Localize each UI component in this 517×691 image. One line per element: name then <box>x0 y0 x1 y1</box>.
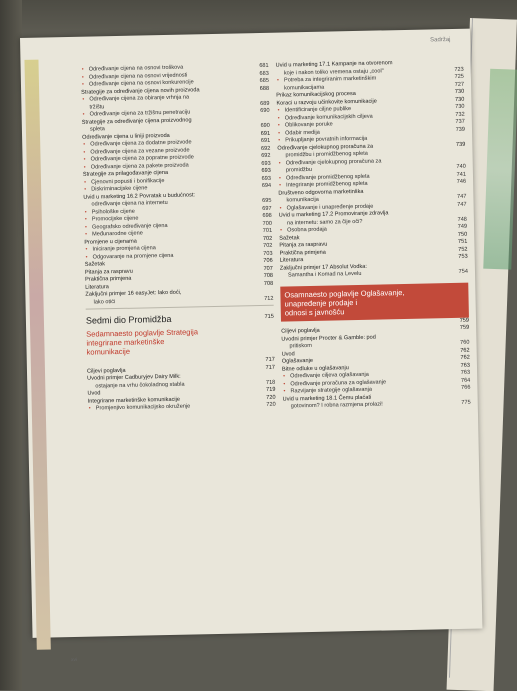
part-page: 715 <box>264 314 273 320</box>
toc-entry-page: 690 <box>260 108 269 116</box>
toc-entry-page: 750 <box>458 231 467 239</box>
toc-entry-title: promidžbu i promidžbenog spleta <box>285 151 368 159</box>
toc-entry-page: 694 <box>262 183 271 191</box>
toc-entry-title: Međunarodne cijene <box>92 230 143 237</box>
toc-entry-page: 702 <box>263 235 272 243</box>
toc-entry-page: 749 <box>458 224 467 232</box>
toc-entry-title: na internetu: samo za čije oči? <box>287 218 363 226</box>
page-header: Sadržaj <box>430 37 450 43</box>
toc-entry-title: Uvod <box>282 351 295 357</box>
toc-entry-title: Prikaz komunikacijskog procesa <box>276 91 356 99</box>
toc-entry-page: 718 <box>266 379 275 387</box>
toc-entry-page: 732 <box>455 111 464 119</box>
part-title: Sedmi dio Promidžba <box>86 314 172 326</box>
toc-entry-page: 681 <box>259 63 268 71</box>
toc-entry-title: Integriranje promidžbenog spleta <box>286 181 368 189</box>
toc-entry-title: Diskriminacijske cijene <box>91 185 147 192</box>
decorative-strip <box>24 60 50 650</box>
toc-entry-title: Zaključni primjer 16 easyJet: lako doći, <box>85 290 181 298</box>
toc-entry-page: 706 <box>263 258 272 266</box>
toc-entry-title: Integrirane marketinške komunikacije <box>88 396 180 404</box>
toc-entry-title: Određivanje ciljeva oglašavanja <box>290 372 369 380</box>
toc-entry-page: 700 <box>263 220 272 228</box>
toc-entry-title: Određivanje cijena na osnovi konkurencije <box>89 79 194 87</box>
toc-entry-title: Promjenjivo komunikacijsko okruženje <box>96 404 191 412</box>
toc-entry-title: Koraci u razvoju učinkovite komunikacije <box>276 98 377 106</box>
toc-entry-page: 760 <box>460 340 469 348</box>
toc-entry-page: 723 <box>454 66 463 74</box>
toc-entry-title: Određivanje promidžbenog spleta <box>286 173 370 181</box>
toc-entry-page: 688 <box>260 85 269 93</box>
toc-entry-page: 739 <box>456 126 465 134</box>
background-left <box>0 0 22 690</box>
toc-entry-title: Bitne odluke u oglašavanju <box>282 365 349 372</box>
toc-entry-page: 703 <box>263 250 272 258</box>
toc-entry-page: 717 <box>265 357 274 365</box>
toc-entry-page: 747 <box>457 194 466 202</box>
toc-entry-page: 683 <box>259 70 268 78</box>
toc-entry-title: Određivanje cijena na osnovi vrijednosti <box>89 72 188 80</box>
toc-entry-page: 691 <box>261 130 270 138</box>
toc-entry-page: 691 <box>261 138 270 146</box>
toc-entry-title: Uvod <box>87 390 100 396</box>
toc-entry-title: određivanje cijena na internetu <box>91 200 167 208</box>
toc-entry-title: Cjenovni popusti i bonifikacije <box>91 178 165 186</box>
toc-entry-title: Samantha i Komad na Levelu <box>288 271 362 279</box>
toc-entry-page: 693 <box>262 175 271 183</box>
toc-entry-title: koje i nakon toliko vremena ostaju „cool" <box>284 68 384 76</box>
toc-entry-page: 697 <box>262 205 271 213</box>
toc-entry-page: 701 <box>263 228 272 236</box>
toc-entry-page: 720 <box>266 394 275 402</box>
toc-entry-page: 762 <box>460 347 469 355</box>
toc-entry-page: 747 <box>457 201 466 209</box>
toc-entry-title: promidžbu <box>286 167 312 174</box>
toc-entry-page: 702 <box>263 243 272 251</box>
toc-entry-title: Uvid u marketing 16.2 Povratak u budućnost: <box>83 192 195 200</box>
toc-entry-page: 762 <box>460 355 469 363</box>
toc-entry-page: 698 <box>262 213 271 221</box>
toc-entry-page: 759 <box>460 325 469 333</box>
toc-entry-page: 746 <box>457 179 466 187</box>
toc-entry-title: Strategije za određivanje cijena proizvodnog <box>82 117 192 125</box>
toc-entry-title: lako otići <box>93 299 115 305</box>
toc-entry-title: Geografsko određivanje cijena <box>92 222 168 230</box>
toc-entry-title: komunikacija <box>286 197 318 204</box>
toc-entry-title: Uvid u marketing 18.1 Čemu plaćati <box>283 394 372 402</box>
page-number: xvi <box>71 657 77 663</box>
facing-page-image <box>483 69 517 270</box>
toc-entry-page: 751 <box>458 239 467 247</box>
toc-entry-page: 766 <box>461 385 470 393</box>
toc-entry-page: 740 <box>456 164 465 172</box>
toc-entry-title: Osobna prodaja <box>287 227 327 234</box>
toc-entry-page: 730 <box>455 89 464 97</box>
toc-entry-page: 719 <box>266 387 275 395</box>
toc-entry-title: Određivanje komunikacijskih ciljeva <box>285 113 373 121</box>
toc-entry-title: Ciljevi poglavlja <box>87 367 126 374</box>
book-page <box>20 29 482 638</box>
toc-entry-title: gotovinom? I robna razmjena prolazi! <box>291 401 383 409</box>
toc-list-left <box>81 63 274 307</box>
toc-entry-title: Strategije za određivanje cijena novih proizvoda <box>81 87 200 95</box>
toc-entry-page: 708 <box>264 273 273 281</box>
toc-entry-page: 775 <box>461 400 470 408</box>
toc-entry-page: 764 <box>461 377 470 385</box>
toc-entry-title: Strategije za prilagođavanje cijena <box>83 170 168 178</box>
toc-entry-title: Identificiranje ciljne publike <box>285 106 352 113</box>
toc-entry-title: Određivanje cijena za vezane proizvode <box>90 147 189 155</box>
toc-entry-page: 708 <box>264 280 273 288</box>
toc-entry-title: Društveno odgovorna marketinška <box>278 188 363 196</box>
toc-entry-title: Razvijanje strategije oglašavanja <box>290 387 372 395</box>
toc-entry-page: 730 <box>455 96 464 104</box>
toc-entry-title: Potreba za integriranim marketinškim <box>284 76 376 84</box>
toc-list-right <box>276 59 469 280</box>
chapter-17-title: Sedamnaesto poglavlje Strategija integrirane marketinške komunikacije <box>86 322 275 361</box>
toc-entry-title: Pitanja za raspravu <box>85 268 133 275</box>
toc-entry-title: Određivanje cijena za tržišnu penetraciju <box>90 109 191 117</box>
toc-entry-page: 748 <box>457 216 466 224</box>
toc-entry-title: komunikacijama <box>284 84 324 91</box>
toc-entry-page: 712 <box>264 295 273 303</box>
toc-entry-title: tržištu <box>89 104 104 110</box>
toc-entry-page: 692 <box>261 145 270 153</box>
toc-entry-page: 690 <box>260 123 269 131</box>
toc-entry-title: Promjene u cijenama <box>84 238 137 245</box>
toc-entry-title: Uvodni primjer Procter & Gamble: pod <box>281 334 376 342</box>
toc-entry-title: Literatura <box>85 284 109 290</box>
toc-entry-title: Određivanje cjelokupnog proračuna za <box>277 143 373 151</box>
toc-entry-page: 763 <box>461 362 470 370</box>
toc-entry-title: Određivanje cijena u liniji proizvoda <box>82 132 170 140</box>
toc-entry-page: 707 <box>263 265 272 273</box>
toc-entry-title: Odgovaranje na promjene cijena <box>93 252 174 260</box>
toc-entry-title: Oglašavanje <box>282 358 313 365</box>
toc-entry-page: 730 <box>455 104 464 112</box>
chapter-18-page: 759 <box>460 317 469 325</box>
toc-list-right-2 <box>281 325 471 411</box>
toc-entry-title: Sažetak <box>85 261 105 267</box>
toc-entry-page: 741 <box>457 171 466 179</box>
toc-entry-title: Ciljevi poglavlja <box>281 328 320 335</box>
toc-entry-title: Promocijske cijene <box>92 216 139 223</box>
toc-entry-title: Psihološke cijene <box>92 208 135 215</box>
toc-entry-title: Određivanje proračuna za oglašavanje <box>290 379 386 387</box>
toc-entry-page: 754 <box>459 269 468 277</box>
toc-list-left-2 <box>87 357 276 413</box>
toc-entry-title: Određivanje cijena za pakete proizvoda <box>91 162 189 170</box>
toc-entry-page: 763 <box>461 370 470 378</box>
toc-entry-title: Iniciranje promjena cijena <box>92 245 156 252</box>
toc-entry-page: 737 <box>455 119 464 127</box>
toc-entry-page: 753 <box>458 254 467 262</box>
toc-entry-title: Određivanje cijena za obiranje vrhnja na <box>89 94 189 102</box>
toc-entry-page: 689 <box>260 100 269 108</box>
toc-column-right <box>276 59 471 411</box>
chapter-18-title: Osamnaesto poglavlje Oglašavanje, unapređenje prodaje i odnosi s javnošću <box>280 282 469 321</box>
toc-entry-page: 752 <box>458 246 467 254</box>
toc-entry-title: Prikupljanje povratnih informacija <box>285 136 367 144</box>
toc-column-left <box>81 63 276 413</box>
toc-entry-page: 725 <box>455 74 464 82</box>
toc-entry-title: Literatura <box>280 257 304 263</box>
toc-entry-title: ostajanje na vrhu čokoladnog stabla <box>95 381 184 389</box>
toc-entry-title: Određivanje cijena za popratne proizvode <box>90 154 193 162</box>
toc-entry-title: Odabir medija <box>285 129 320 136</box>
toc-entry-page: 692 <box>261 153 270 161</box>
toc-entry-title: Određivanje cijena za dodatne proizvode <box>90 139 191 147</box>
toc-entry-title: Određivanje cjelokupnog proračuna za <box>286 158 382 166</box>
toc-entry-title: Uvodni primjer Cadburyjev Dairy Milk: <box>87 374 181 382</box>
toc-entry-page: 693 <box>261 168 270 176</box>
toc-entry-page: 695 <box>262 198 271 206</box>
toc-entry-page: 727 <box>455 81 464 89</box>
toc-entry-title: Praktična primjena <box>279 249 325 256</box>
toc-entry-page: 685 <box>260 78 269 86</box>
toc-entry-title: Pitanja za raspravu <box>279 242 327 249</box>
toc-entry-title: Uvid u marketing 17.2 Promoviranje zdravlja <box>279 210 389 218</box>
toc-entry-title: Određivanje cijena na osnovi troškova <box>89 65 184 73</box>
toc-entry-page: 739 <box>456 141 465 149</box>
toc-entry-title: Oblikovanje poruke <box>285 121 333 128</box>
toc-entry-title: Oglašavanje i unapređenje prodaje <box>287 203 374 211</box>
toc-entry-page: 693 <box>261 160 270 168</box>
toc-entry-title: spleta <box>90 126 105 132</box>
toc-entry-title: Praktična primjena <box>85 276 131 283</box>
toc-entry-title: Uvid u marketing 17.1 Kampanje na otvorenom <box>276 60 393 68</box>
toc-entry-title: Sažetak <box>279 235 299 241</box>
toc-entry-page: 717 <box>266 364 275 372</box>
toc-entry-title: Zaključni primjer 17 Absolut Vodka: <box>280 263 367 271</box>
toc-entry-page: 720 <box>266 402 275 410</box>
toc-entry-title: pritiskom <box>289 343 312 349</box>
